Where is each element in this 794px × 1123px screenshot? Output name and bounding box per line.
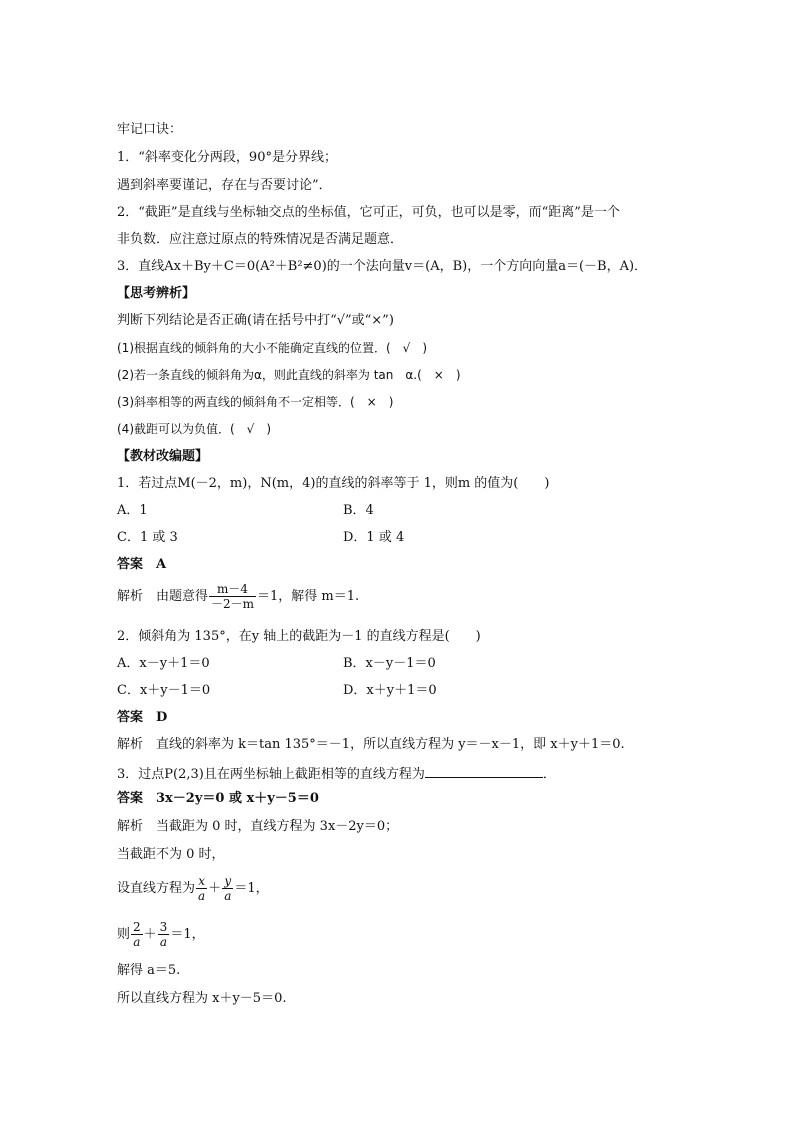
mnemonic-2b: 非负数．应注意过原点的特殊情况是否满足题意． <box>117 232 404 247</box>
q3-frac1-num: x <box>196 874 207 889</box>
q3-frac4-num: 3 <box>159 920 168 934</box>
mnemonic-3: 3．直线Ax＋By＋C＝0(A²＋B²≠0)的一个法向量v＝(A，B)，一个方向向量a＝(－B，A)． <box>117 259 648 274</box>
q2-stem: 2．倾斜角为 135°，在y 轴上的截距为－1 的直线方程是( ) <box>117 629 481 644</box>
q1-option-b: B．4 <box>343 503 374 518</box>
q3-answer-blank[interactable] <box>425 763 543 778</box>
q3-analysis-line-5: 解得 a＝5. <box>117 963 181 978</box>
mnemonic-2a: 2．“截距”是直线与坐标轴交点的坐标值，它可正，可负，也可以是零，而“距离”是一个 <box>117 205 620 220</box>
q3-stem-line <box>117 763 556 784</box>
q3-analysis-line-2: 当截距不为 0 时， <box>117 847 225 862</box>
mnemonic-1b: 遇到斜率要谨记，存在与否要讨论”． <box>117 178 332 193</box>
q2-option-a: A．x－y＋1＝0 <box>117 656 210 671</box>
q2-option-d: D．x＋y＋1＝0 <box>343 683 437 698</box>
think-item-1: (1)根据直线的倾斜角的大小不能确定直线的位置．( √ ) <box>117 341 428 355</box>
q2-answer: 答案 D <box>117 710 168 725</box>
q3-plus-1: ＋ <box>208 881 222 896</box>
q3-frac1-den: a <box>198 889 206 903</box>
q3-fraction-3-over-a <box>158 920 170 949</box>
q3-frac2-num: y <box>222 874 233 889</box>
q2-option-b: B．x－y－1＝0 <box>343 656 436 671</box>
q3-frac3-num: 2 <box>133 920 141 934</box>
q3-fraction-y-over-a <box>222 874 233 903</box>
q3-stem: 3．过点P(2,3)且在两坐标轴上截距相等的直线方程为 <box>117 767 425 782</box>
q1-analysis-prefix: 解析 由题意得 <box>117 589 209 604</box>
q1-fraction-numerator: m－4 <box>209 582 256 597</box>
think-item-3: (3)斜率相等的两直线的倾斜角不一定相等．( × ) <box>117 395 394 409</box>
q3-answer: 答案 3x－2y＝0 或 x＋y－5＝0 <box>117 791 319 806</box>
think-title: 【思考辨析】 <box>117 286 196 301</box>
q3-analysis-line-1: 解析 当截距为 0 时，直线方程为 3x－2y＝0； <box>117 819 399 834</box>
q1-fraction <box>209 582 256 611</box>
q3-stem-end: ． <box>542 767 556 782</box>
q1-option-d: D．1 或 4 <box>343 530 405 545</box>
textbook-title: 【教材改编题】 <box>117 449 209 464</box>
q3-frac2-den: a <box>224 889 232 903</box>
q3-line3-prefix: 设直线方程为 <box>117 881 196 896</box>
q3-fraction-2-over-a <box>131 920 143 949</box>
q1-analysis-suffix: ＝1，解得 m＝1. <box>257 589 360 604</box>
q3-fraction-x-over-a <box>196 874 207 903</box>
q1-analysis <box>117 582 359 611</box>
q2-analysis: 解析 直线的斜率为 k＝tan 135°＝－1，所以直线方程为 y＝－x－1，即 x＋y＋1＝0. <box>117 737 625 752</box>
q3-line4-prefix: 则 <box>117 927 131 942</box>
q3-line4-suffix: ＝1， <box>170 927 205 942</box>
q3-analysis-line-6: 所以直线方程为 x＋y－5＝0. <box>117 991 287 1006</box>
q3-plus-2: ＋ <box>143 927 157 942</box>
q3-analysis-line-4 <box>117 920 205 949</box>
q1-fraction-denominator: －2－m <box>211 597 255 611</box>
q1-option-c: C．1 或 3 <box>117 530 178 545</box>
think-item-4: (4)截距可以为负值．( √ ) <box>117 422 272 436</box>
mnemonic-1a: 1．“斜率变化分两段，90°是分界线； <box>117 150 337 165</box>
q1-stem: 1．若过点M(－2，m)，N(m，4)的直线的斜率等于 1，则m 的值为( ) <box>117 476 550 491</box>
q1-option-a: A．1 <box>117 503 148 518</box>
q3-frac3-den: a <box>133 935 141 949</box>
think-intro: 判断下列结论是否正确(请在括号中打“√”或“×”) <box>117 313 394 328</box>
q3-frac4-den: a <box>159 935 168 949</box>
q3-analysis-line-3 <box>117 874 269 903</box>
mnemonic-heading: 牢记口诀： <box>117 122 183 137</box>
think-item-2: (2)若一条直线的倾斜角为α，则此直线的斜率为 tan α.( × ) <box>117 368 461 382</box>
q1-answer: 答案 A <box>117 557 167 572</box>
q2-option-c: C．x＋y－1＝0 <box>117 683 211 698</box>
q3-line3-suffix: ＝1， <box>234 881 269 896</box>
